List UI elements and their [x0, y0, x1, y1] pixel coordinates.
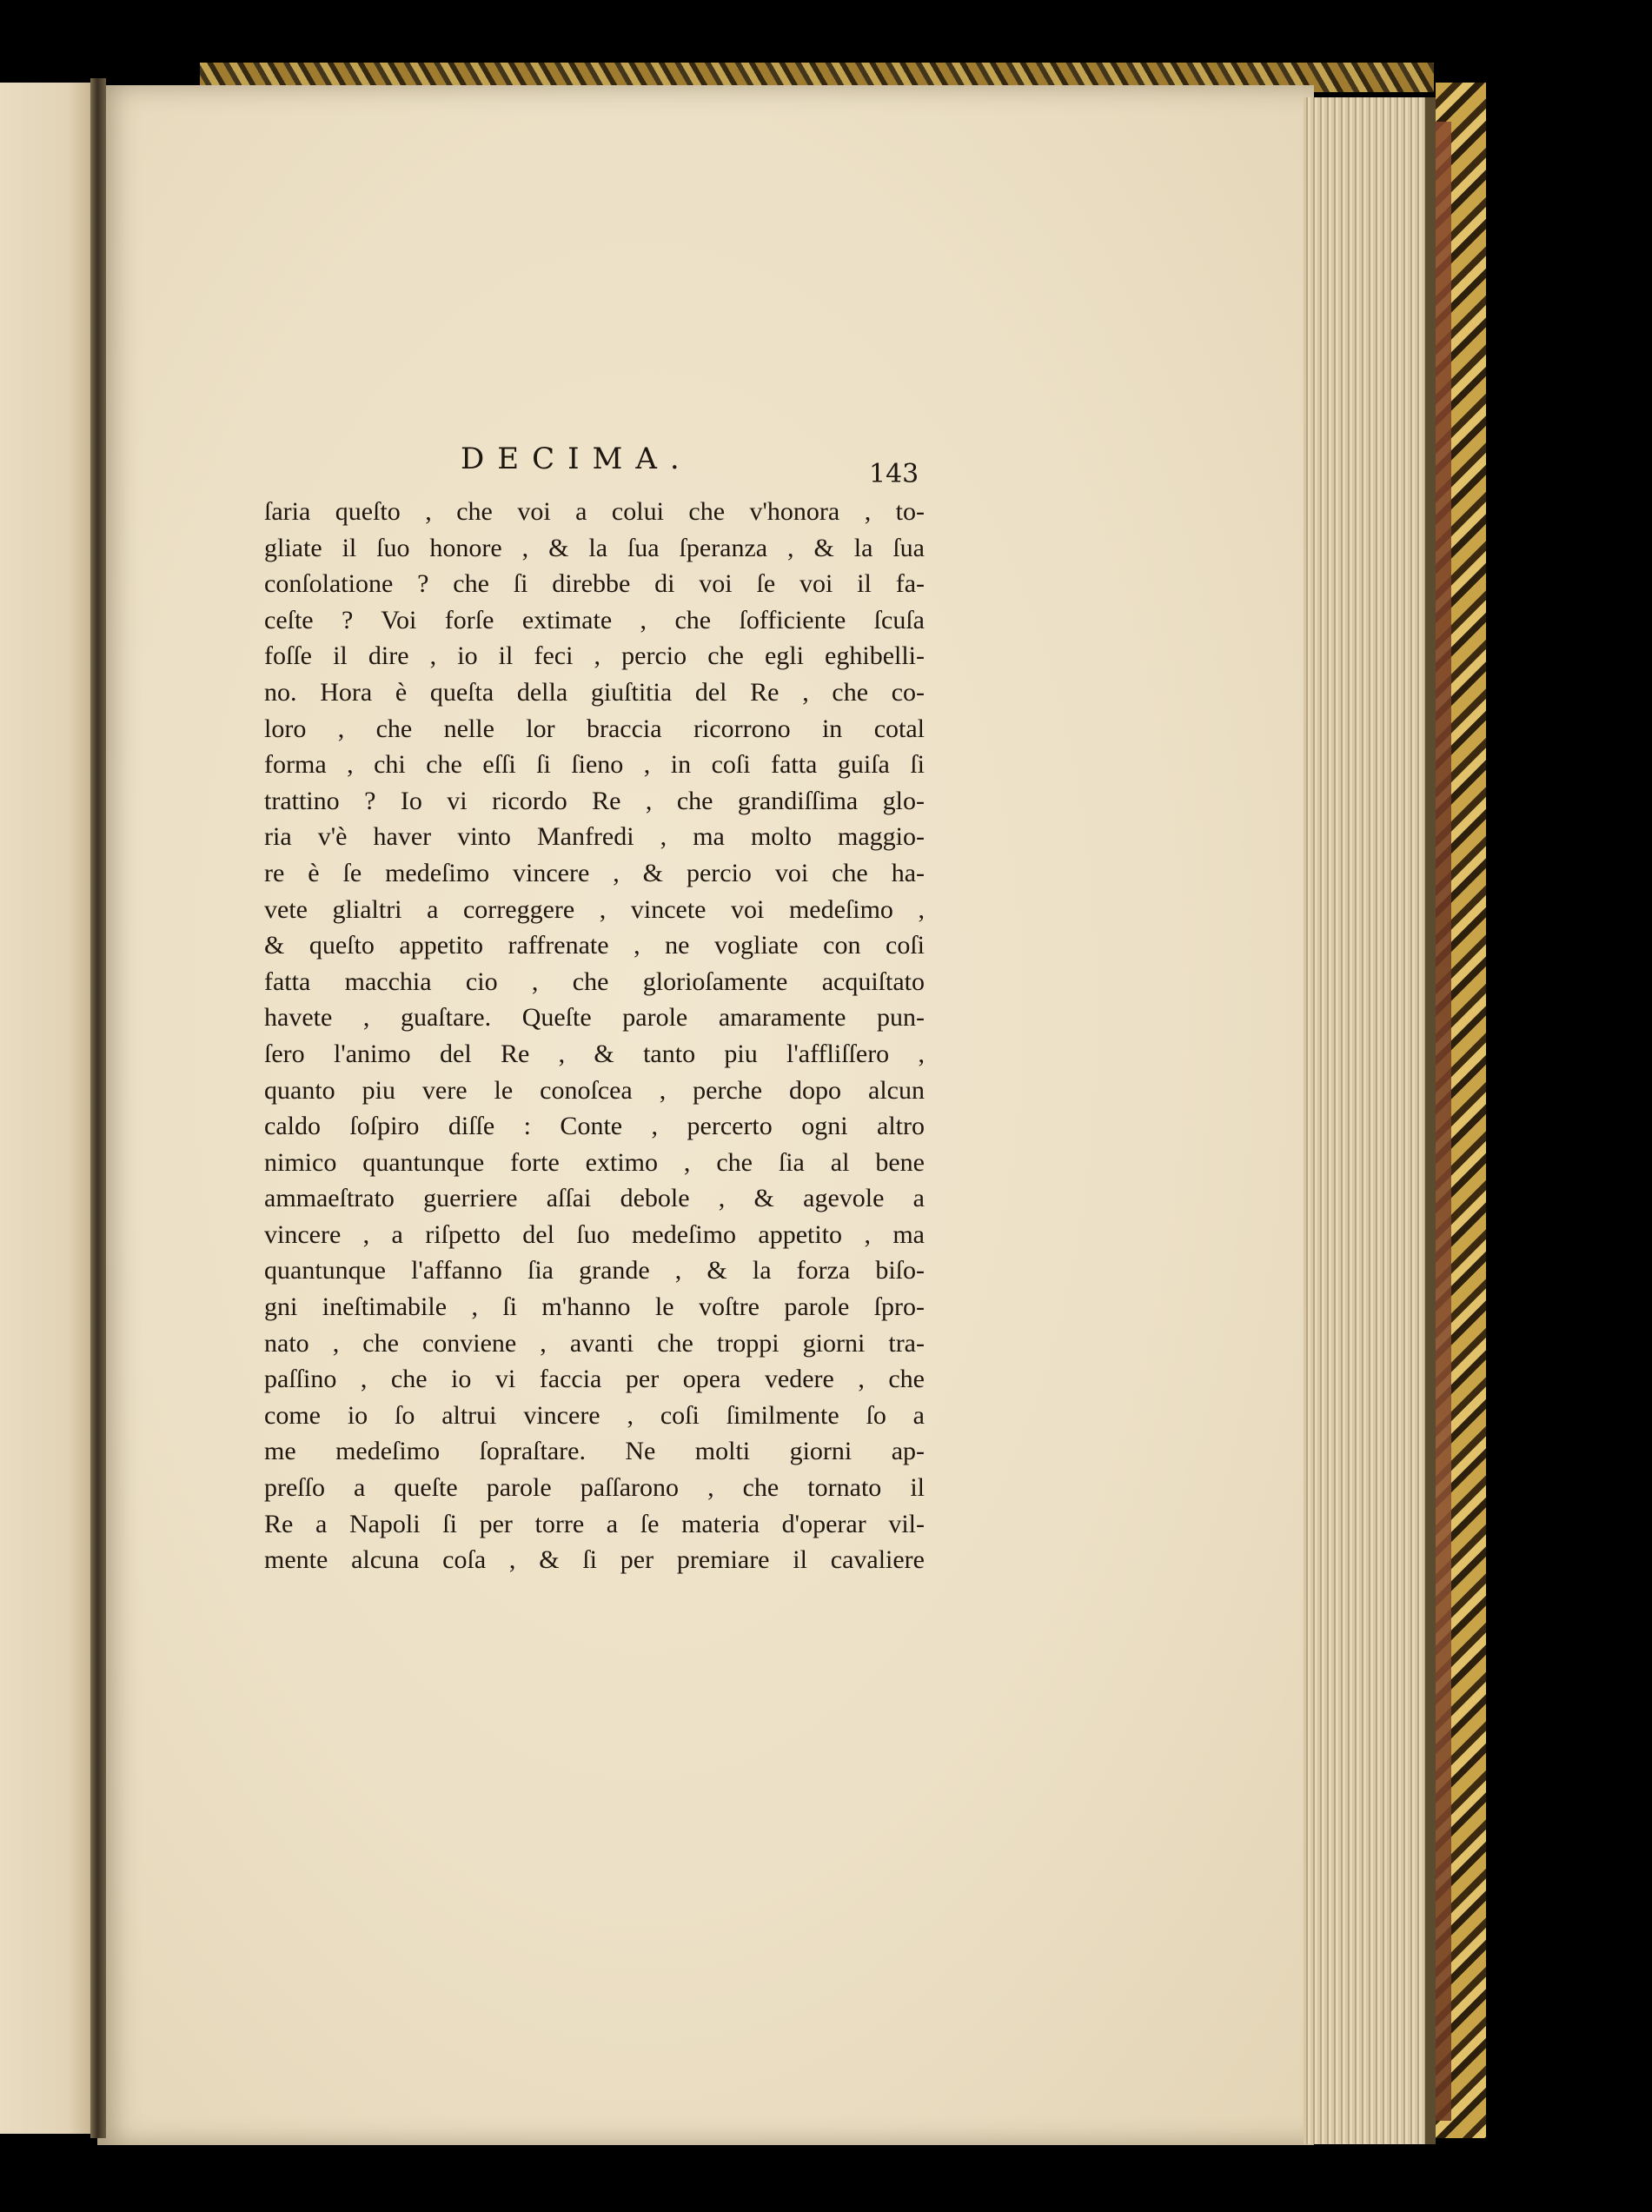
text-line: gni ineſtimabile , ſi m'hanno le voſtre parole ſpro-: [264, 1292, 925, 1322]
text-line: re è ſe medeſimo vincere , & percio voi che ha-: [264, 858, 925, 887]
text-line: & queſto appetito raffrenate , ne vogliate con coſi: [264, 931, 925, 960]
text-line: vete glialtri a correggere , vincete voi medeſimo ,: [264, 894, 925, 924]
text-line: foſſe il dire , io il feci , percio che egli eghibelli-: [264, 641, 925, 671]
text-line: caldo ſoſpiro diſſe : Conte , percerto ogni altro: [264, 1112, 925, 1141]
text-line: nato , che conviene , avanti che troppi giorni tra-: [264, 1328, 925, 1358]
page-stack-shadow: [1425, 97, 1436, 2144]
text-line: paſſino , che io vi faccia per opera vedere , che: [264, 1365, 925, 1394]
text-line: trattino ? Io vi ricordo Re , che grandiſſima glo-: [264, 786, 925, 815]
page-number: 143: [869, 459, 919, 489]
page-gutter: [90, 78, 106, 2138]
text-line: loro , che nelle lor braccia ricorrono in cotal: [264, 714, 925, 743]
left-page-edge: [0, 83, 97, 2134]
text-line: come io ſo altrui vincere , coſi ſimilmente ſo a: [264, 1400, 925, 1430]
running-title: DECIMA.: [461, 442, 693, 476]
text-line: quanto piu vere le conoſcea , perche dopo alcun: [264, 1075, 925, 1105]
text-line: me medeſimo ſopraſtare. Ne molti giorni ap-: [264, 1437, 925, 1466]
text-line: preſſo a queſte parole paſſarono , che tornato il: [264, 1473, 925, 1503]
text-line: gliate il ſuo honore , & la ſua ſperanza , & la ſua: [264, 533, 925, 562]
text-line: Re a Napoli ſi per torre a ſe materia d'operar vil-: [264, 1509, 925, 1538]
text-line: conſolatione ? che ſi direbbe di voi ſe voi il fa-: [264, 569, 925, 599]
text-line: no. Hora è queſta della giuſtitia del Re , che co-: [264, 677, 925, 707]
text-line: vincere , a riſpetto del ſuo medeſimo appetito , ma: [264, 1219, 925, 1249]
text-line: mente alcuna coſa , & ſi per premiare il cavaliere: [264, 1545, 925, 1575]
text-line: ceſte ? Voi forſe extimate , che ſofficiente ſcuſa: [264, 605, 925, 634]
text-line: nimico quantunque forte extimo , che ſia al bene: [264, 1147, 925, 1177]
text-line: ſero l'animo del Re , & tanto piu l'affliſſero ,: [264, 1039, 925, 1068]
spine-leather: [1436, 122, 1451, 2121]
page-stack-edges: [1304, 97, 1434, 2144]
text-line: quantunque l'affanno ſia grande , & la forza biſo-: [264, 1256, 925, 1285]
text-line: havete , guaſtare. Queſte parole amaramente pun-: [264, 1003, 925, 1033]
text-line: ria v'è haver vinto Manfredi , ma molto maggio-: [264, 822, 925, 852]
text-line: ammaeſtrato guerriere aſſai debole , & agevole a: [264, 1184, 925, 1213]
text-line: forma , chi che eſſi ſi ſieno , in coſi fatta guiſa ſi: [264, 750, 925, 780]
text-line: ſaria queſto , che voi a colui che v'honora , to-: [264, 497, 925, 526]
text-line: fatta macchia cio , che glorioſamente acquiſtato: [264, 967, 925, 996]
body-text-block: [264, 494, 925, 1578]
